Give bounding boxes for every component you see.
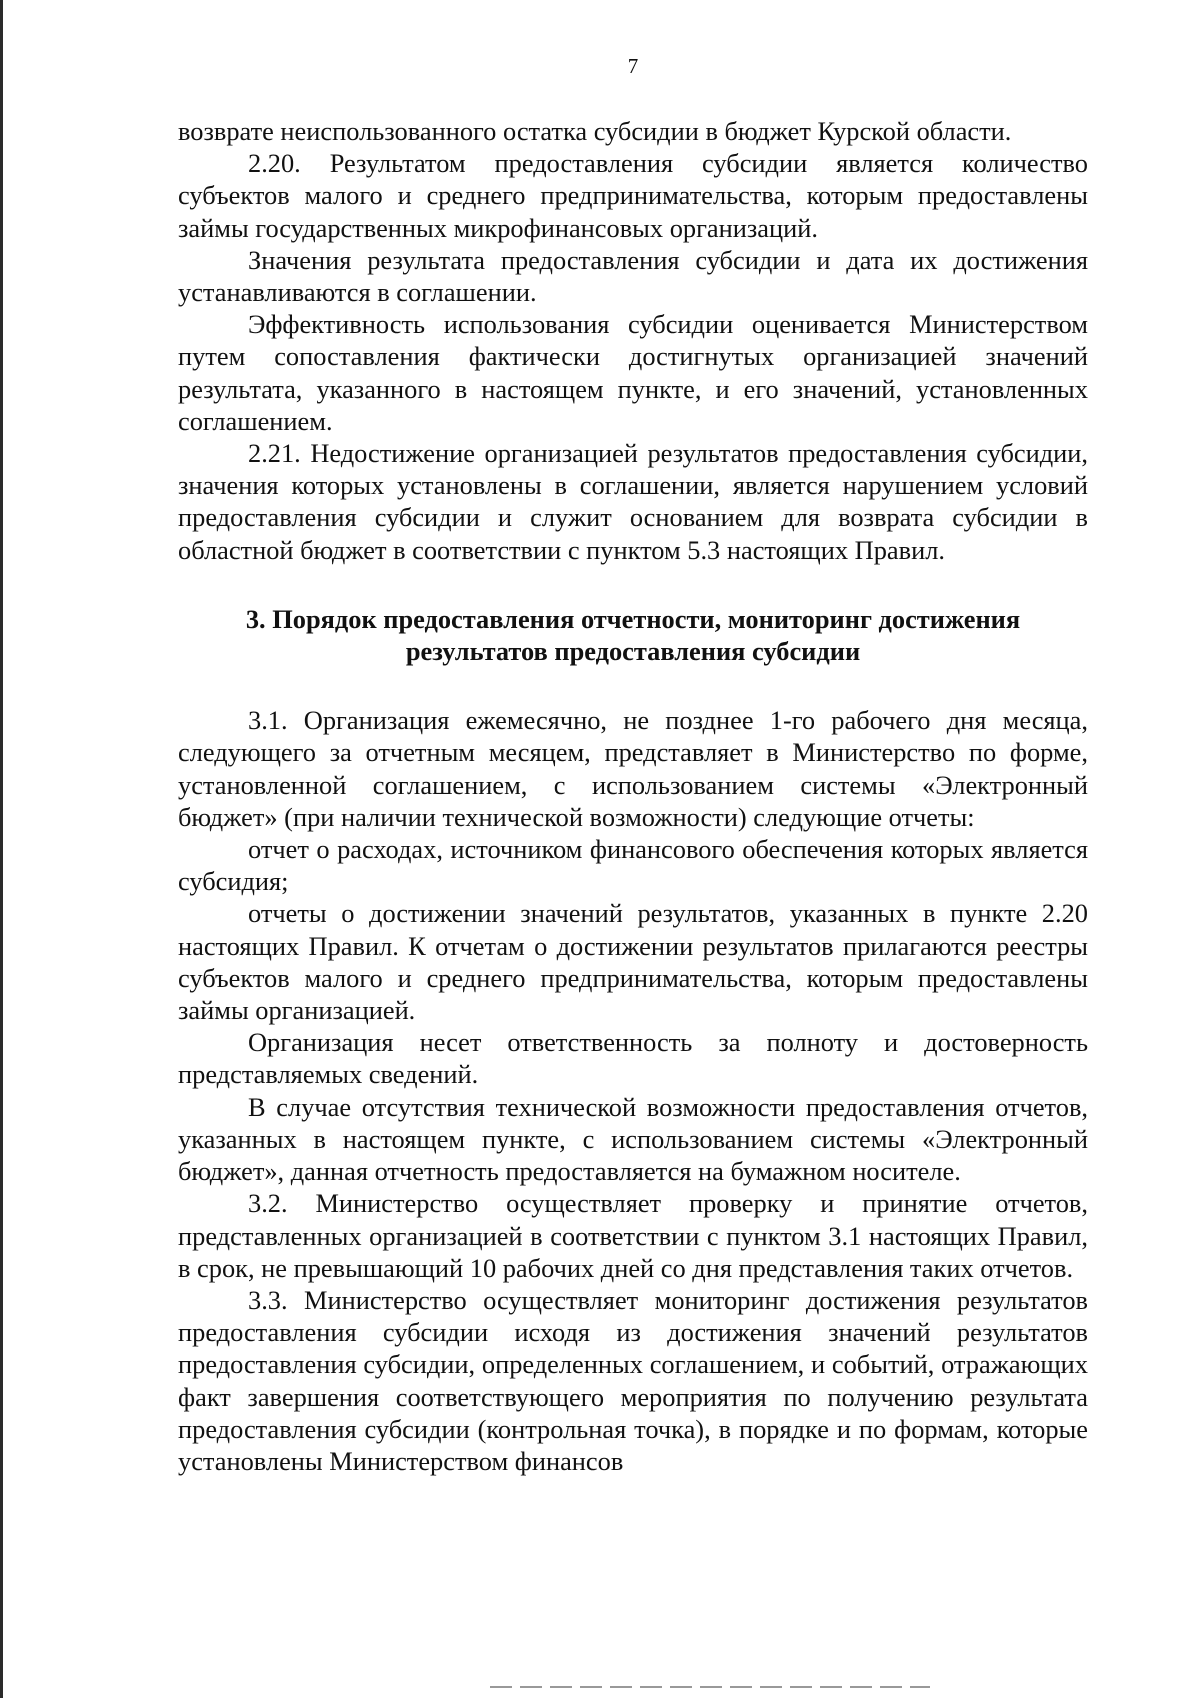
paragraph: 2.21. Недостижение организацией результатов предоставления субсидии, значения которых установлены в соглашении, является нарушением условий предоставления субсидии и служит основанием для возврата субсидии в областной бюджет в соответствии с пунктом 5.3 настоящих Правил. (178, 438, 1088, 565)
paragraph: 2.20. Результатом предоставления субсидии является количество субъектов малого и среднего предпринимательства, которым предоставлены займы государственных микрофинансовых организаций. (178, 148, 1088, 243)
section-heading-line: 3. Порядок предоставления отчетности, мониторинг достижения (245, 603, 1021, 634)
section-heading-line: результатов предоставления субсидии (405, 636, 861, 667)
paragraph: 3.1. Организация ежемесячно, не позднее 1-го рабочего дня месяца, следующего за отчетным месяцем, представляет в Министерство по форме, установленной соглашением, с использованием системы «Электронный бюджет» (при наличии технической возможности) следующие отчеты: (178, 705, 1088, 832)
page-number: 7 (627, 54, 639, 78)
paragraph: возврате неиспользованного остатка субсидии в бюджет Курской области. (178, 116, 1012, 146)
paragraph: 3.3. Министерство осуществляет мониторинг достижения результатов предоставления субсидии исходя из достижения значений результатов предоставления субсидии, определенных соглашением, и событий, отражающих факт завершения соответствующего мероприятия по получению результата предоставления субсидии (контрольная точка), в порядке и по формам, которые установлены Министерством финансов (178, 1284, 1088, 1476)
paragraph: 3.2. Министерство осуществляет проверку и принятие отчетов, представленных организацией в соответствии с пунктом 3.1 настоящих Правил, в срок, не превышающий 10 рабочих дней со дня представления таких отчетов. (178, 1188, 1088, 1283)
section-heading (178, 603, 1088, 667)
paragraph: Эффективность использования субсидии оценивается Министерством путем сопоставления фактически достигнутых организацией значений результата, указанного в настоящем пункте, и его значений, установленных соглашением. (178, 309, 1088, 436)
paragraph: отчеты о достижении значений результатов, указанных в пункте 2.20 настоящих Правил. К отчетам о достижении результатов прилагаются реестры субъектов малого и среднего предпринимательства, которым предоставлены займы организацией. (178, 898, 1088, 1026)
paragraphs-after-heading (178, 704, 1088, 1477)
paragraphs-before-heading (178, 115, 1088, 566)
paragraph: Организация несет ответственность за полноту и достоверность представляемых сведений. (178, 1027, 1088, 1090)
scan-artifact-line (490, 1686, 930, 1688)
scan-page-edge (0, 0, 3, 1698)
paragraph: отчет о расходах, источником финансового обеспечения которых является субсидия; (178, 834, 1088, 897)
paragraph: В случае отсутствия технической возможности предоставления отчетов, указанных в настоящем пункте, с использованием системы «Электронный бюджет», данная отчетность предоставляется на бумажном носителе. (178, 1091, 1088, 1187)
document-body (178, 115, 1088, 1477)
paragraph: Значения результата предоставления субсидии и дата их достижения устанавливаются в соглашении. (178, 244, 1088, 308)
